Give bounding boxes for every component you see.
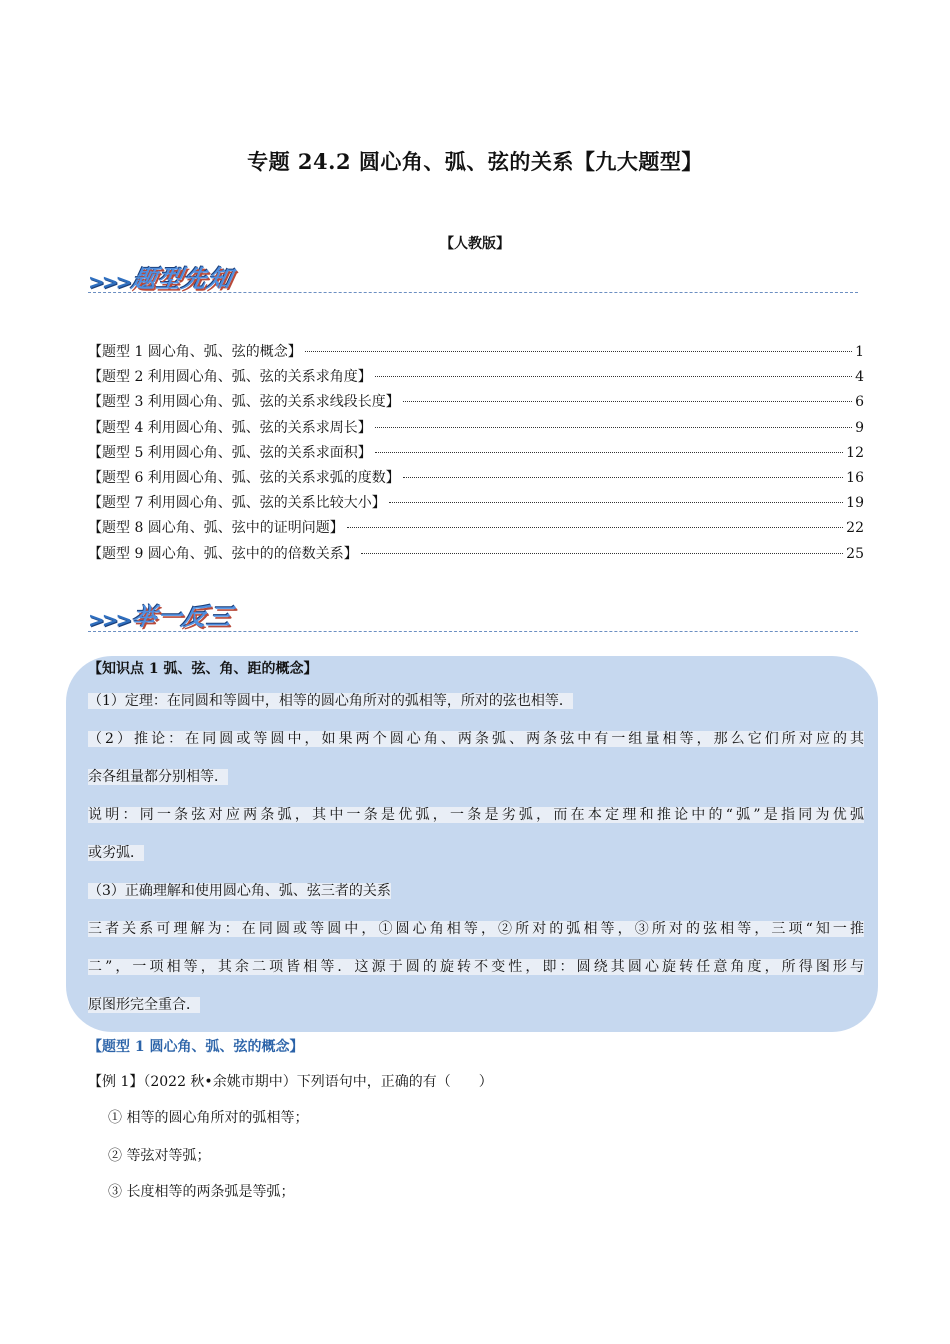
table-of-contents [88, 341, 864, 568]
toc-entry[interactable] [88, 492, 864, 517]
knowledge-line: 原图形完全重合． [88, 997, 200, 1013]
toc-entry-page: 4 [855, 369, 864, 386]
toc-entry[interactable] [88, 442, 864, 467]
list-item: ③ 长度相等的两条弧是等弧； [108, 1184, 295, 1200]
banner-arrows-icon: >>> [88, 270, 130, 294]
toc-entry[interactable] [88, 517, 864, 542]
toc-entry-label: 【题型 2 利用圆心角、弧、弦的关系求角度】 [88, 369, 372, 386]
toc-entry-page: 19 [846, 495, 864, 512]
dashed-divider [88, 292, 858, 293]
toc-entry-label: 【题型 8 圆心角、弧、弦中的证明问题】 [88, 520, 344, 537]
toc-entry[interactable] [88, 543, 864, 568]
toc-leader-dots [375, 376, 852, 377]
banner-arrows-icon: >>> [88, 608, 130, 632]
toc-entry-label: 【题型 6 利用圆心角、弧、弦的关系求弧的度数】 [88, 469, 400, 486]
banner-text: 举一反三 [129, 603, 236, 631]
toc-entry-label: 【题型 9 圆心角、弧、弦中的的倍数关系】 [88, 545, 358, 562]
toc-leader-dots [389, 502, 843, 503]
toc-entry[interactable] [88, 417, 864, 442]
toc-entry-page: 22 [846, 520, 864, 537]
list-item: ① 相等的圆心角所对的弧相等； [108, 1110, 309, 1126]
knowledge-line: 三者关系可理解为：在同圆或等圆中，①圆心角相等，②所对的弧相等，③所对的弦相等，三项“知一推 [88, 921, 864, 937]
toc-entry-label: 【题型 5 利用圆心角、弧、弦的关系求面积】 [88, 444, 372, 461]
toc-entry[interactable] [88, 467, 864, 492]
toc-entry-label: 【题型 1 圆心角、弧、弦的概念】 [88, 344, 302, 360]
edition-label: 【人教版】 [440, 236, 510, 252]
knowledge-line: 二”，一项相等，其余二项皆相等．这源于圆的旋转不变性，即：圆绕其圆心旋转任意角度，所得图形与 [88, 959, 864, 975]
toc-entry[interactable] [88, 341, 864, 366]
banner-examples [88, 596, 236, 632]
dashed-divider [88, 631, 858, 632]
toc-entry-page: 12 [846, 444, 864, 461]
toc-leader-dots [347, 527, 843, 528]
toc-leader-dots [375, 427, 852, 428]
toc-entry-label: 【题型 3 利用圆心角、弧、弦的关系求线段长度】 [88, 394, 400, 411]
section-heading: 【题型 1 圆心角、弧、弦的概念】 [88, 1039, 304, 1055]
toc-leader-dots [361, 553, 843, 554]
knowledge-line: （3）正确理解和使用圆心角、弧、弦三者的关系 [88, 883, 391, 899]
toc-entry-page: 1 [855, 344, 864, 360]
toc-entry[interactable] [88, 391, 864, 416]
toc-entry-label: 【题型 7 利用圆心角、弧、弦的关系比较大小】 [88, 495, 386, 512]
banner-text: 题型先知 [129, 265, 236, 293]
toc-entry-page: 9 [855, 419, 864, 436]
toc-leader-dots [403, 477, 843, 478]
knowledge-line: 说明：同一条弦对应两条弧，其中一条是优弧，一条是劣弧，而在本定理和推论中的“弧”是指同为优弧 [88, 807, 864, 823]
knowledge-line: （1）定理：在同圆和等圆中，相等的圆心角所对的弧相等，所对的弦也相等． [88, 693, 573, 709]
page-title: 专题 24.2 圆心角、弧、弦的关系【九大题型】 [247, 149, 703, 174]
toc-leader-dots [305, 351, 852, 352]
knowledge-line: 或劣弧． [88, 845, 144, 861]
toc-entry-label: 【题型 4 利用圆心角、弧、弦的关系求周长】 [88, 419, 372, 436]
toc-leader-dots [403, 401, 852, 402]
knowledge-heading: 【知识点 1 弧、弦、角、距的概念】 [88, 661, 318, 677]
toc-entry-page: 16 [846, 469, 864, 486]
toc-leader-dots [375, 452, 843, 453]
example-question: 【例 1】（2022 秋•余姚市期中）下列语句中，正确的有（ ） [88, 1074, 493, 1090]
toc-entry-page: 6 [855, 394, 864, 411]
knowledge-line: 余各组量都分别相等． [88, 769, 228, 785]
list-item: ② 等弦对等弧； [108, 1148, 211, 1164]
knowledge-line: （2）推论：在同圆或等圆中，如果两个圆心角、两条弧、两条弦中有一组量相等，那么它们所对应的其 [88, 731, 864, 747]
toc-entry-page: 25 [846, 545, 864, 562]
toc-entry[interactable] [88, 366, 864, 391]
banner-question-types [88, 258, 236, 294]
knowledge-point [88, 656, 864, 1024]
